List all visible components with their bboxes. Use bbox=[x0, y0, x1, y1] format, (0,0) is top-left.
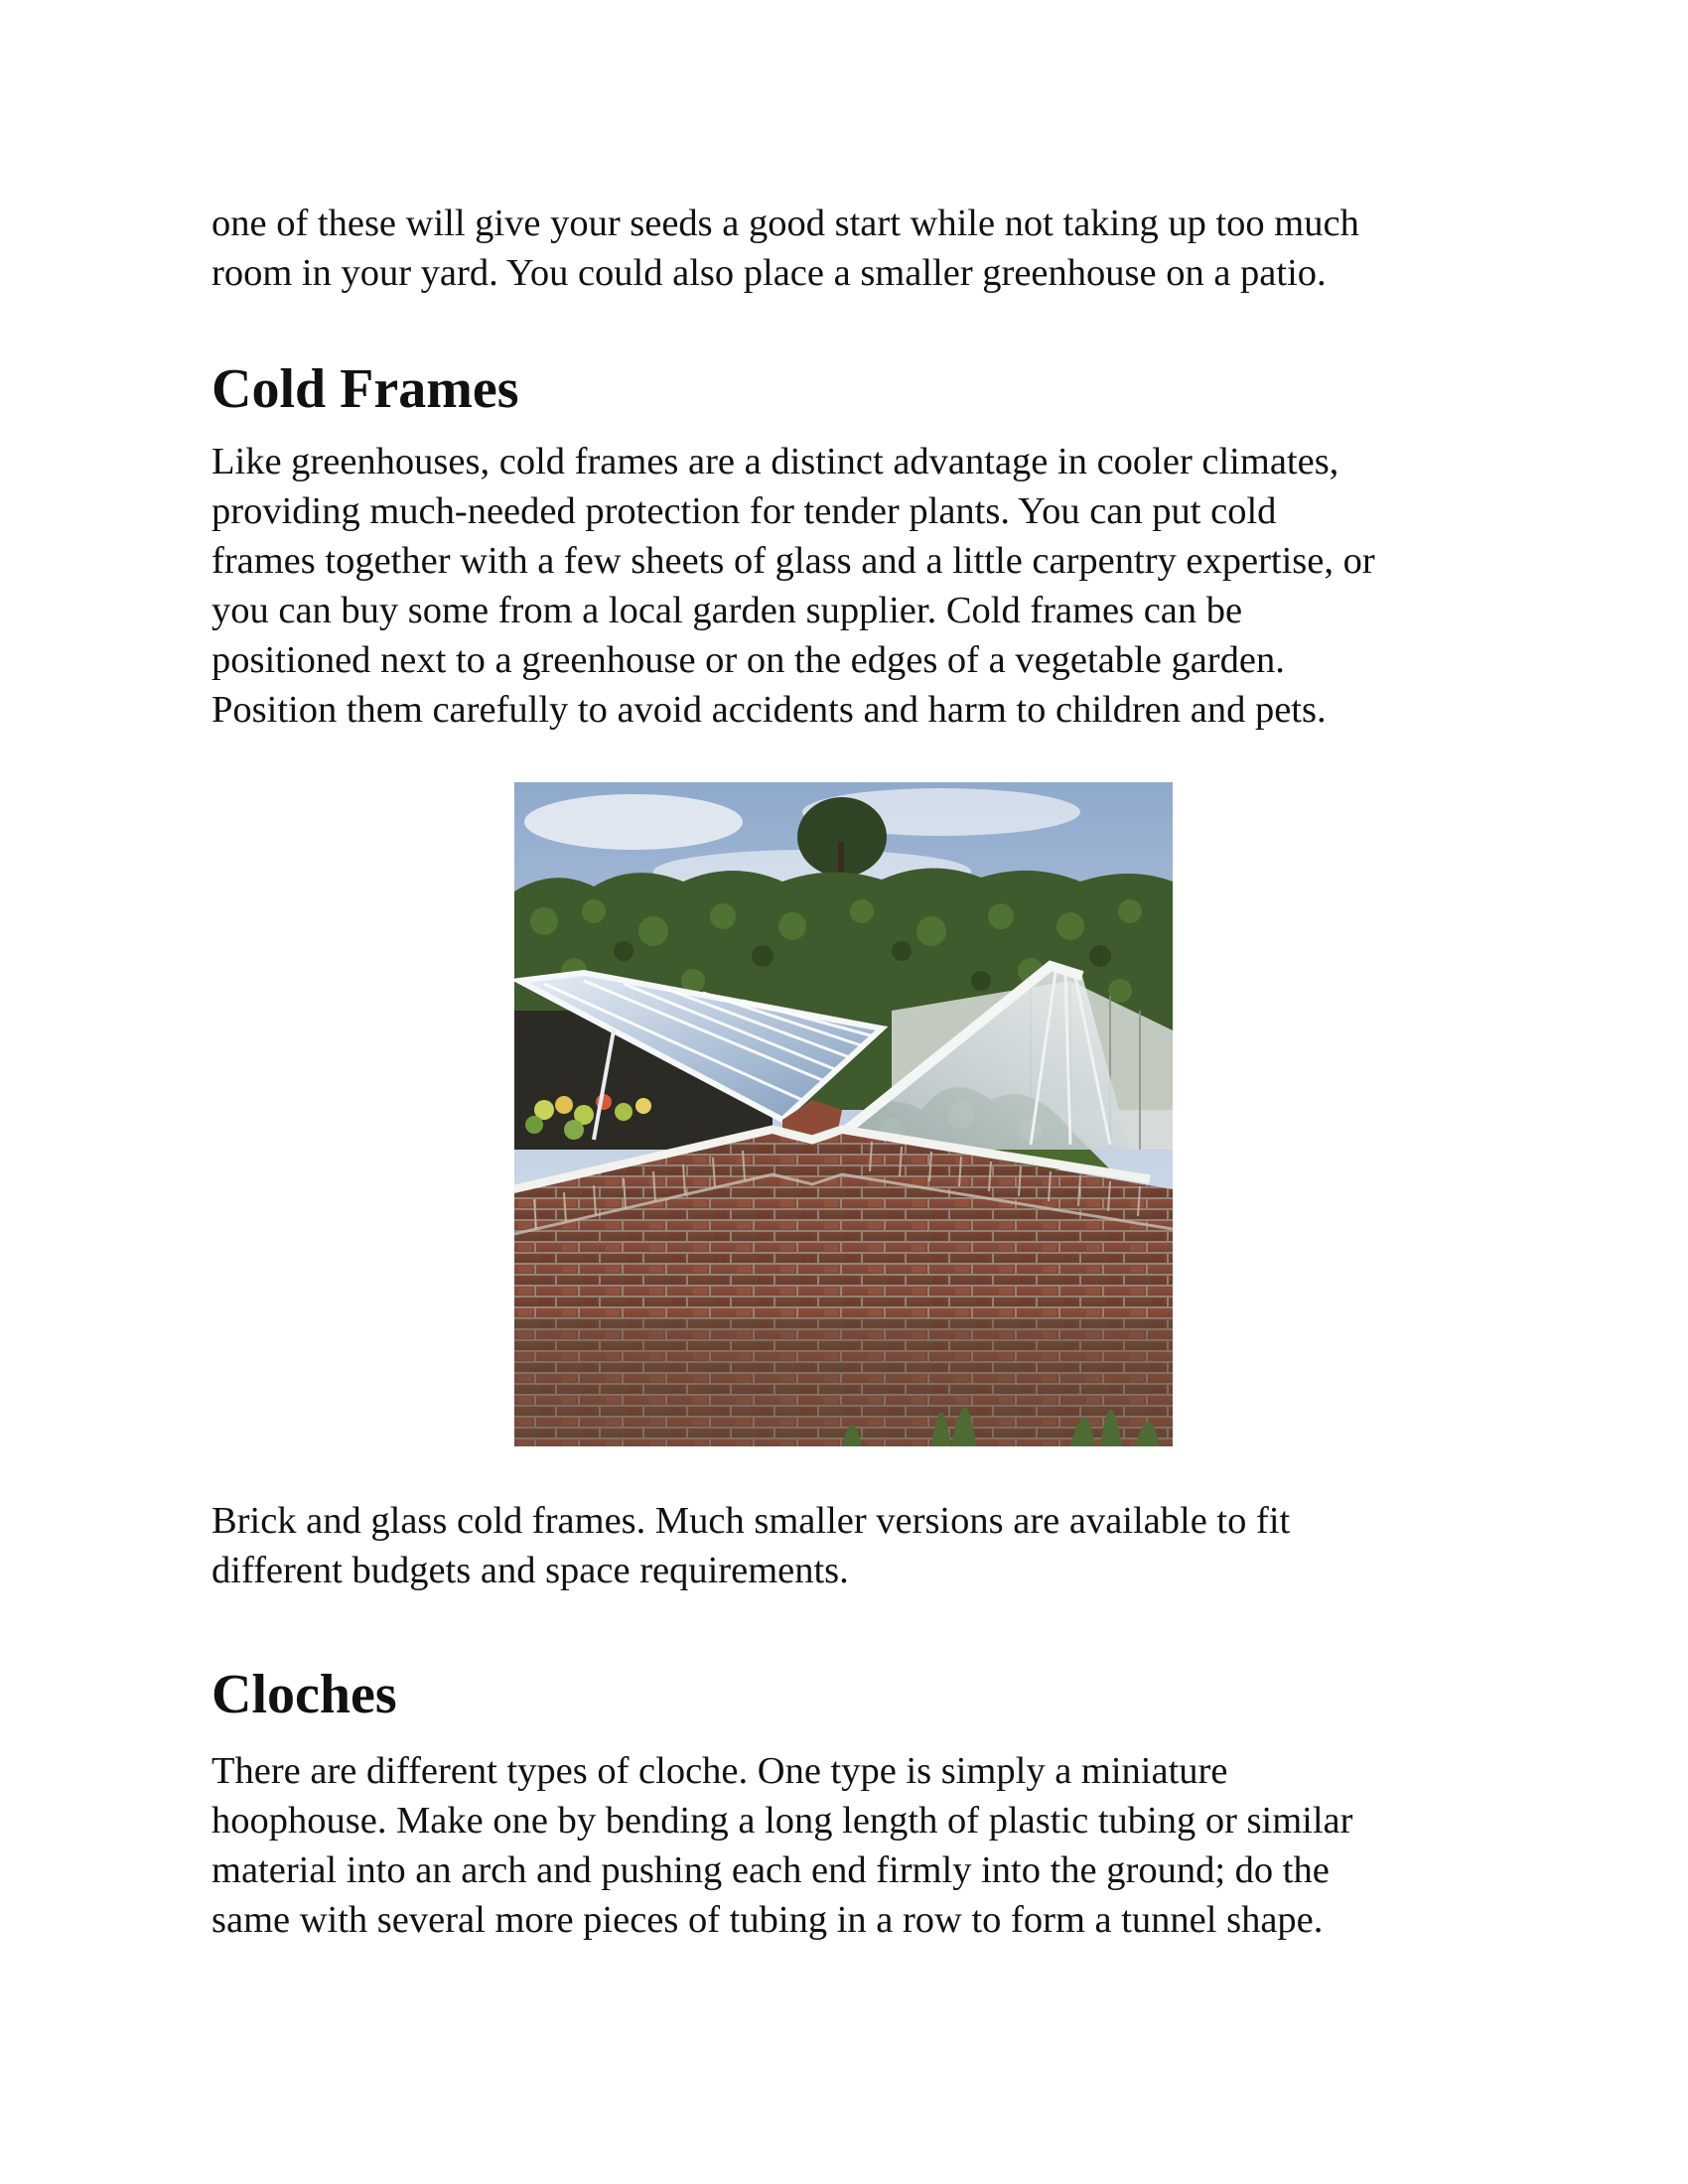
figure-caption bbox=[211, 1496, 1492, 1595]
text-line: hoophouse. Make one by bending a long length of plastic tubing or similar bbox=[211, 1800, 1353, 1842]
cold-frames-paragraph bbox=[211, 437, 1492, 735]
cloches-heading: Cloches bbox=[211, 1664, 397, 1725]
document-page bbox=[211, 199, 1492, 1945]
cold-frames-illustration bbox=[514, 782, 1173, 1446]
text-line: providing much-needed protection for tender plants. You can put cold bbox=[211, 490, 1277, 532]
text-line: Like greenhouses, cold frames are a distinct advantage in cooler climates, bbox=[211, 441, 1339, 482]
intro-paragraph bbox=[211, 199, 1492, 298]
text-line: same with several more pieces of tubing in a row to form a tunnel shape. bbox=[211, 1899, 1324, 1941]
text-line: you can buy some from a local garden supplier. Cold frames can be bbox=[211, 590, 1243, 631]
text-line: different budgets and space requirements. bbox=[211, 1550, 849, 1591]
text-line: Brick and glass cold frames. Much smaller versions are available to fit bbox=[211, 1500, 1291, 1542]
text-line: positioned next to a greenhouse or on the edges of a vegetable garden. bbox=[211, 639, 1285, 681]
text-line: frames together with a few sheets of glass and a little carpentry expertise, or bbox=[211, 540, 1375, 582]
text-line: room in your yard. You could also place a smaller greenhouse on a patio. bbox=[211, 252, 1327, 294]
cloches-paragraph bbox=[211, 1746, 1492, 1945]
text-line: material into an arch and pushing each end firmly into the ground; do the bbox=[211, 1849, 1330, 1891]
cold-frames-heading: Cold Frames bbox=[211, 358, 519, 420]
cold-frames-photo bbox=[514, 782, 1173, 1446]
text-line: Position them carefully to avoid accidents and harm to children and pets. bbox=[211, 689, 1327, 731]
text-line: one of these will give your seeds a good start while not taking up too much bbox=[211, 203, 1359, 244]
text-line: There are different types of cloche. One type is simply a miniature bbox=[211, 1750, 1228, 1792]
